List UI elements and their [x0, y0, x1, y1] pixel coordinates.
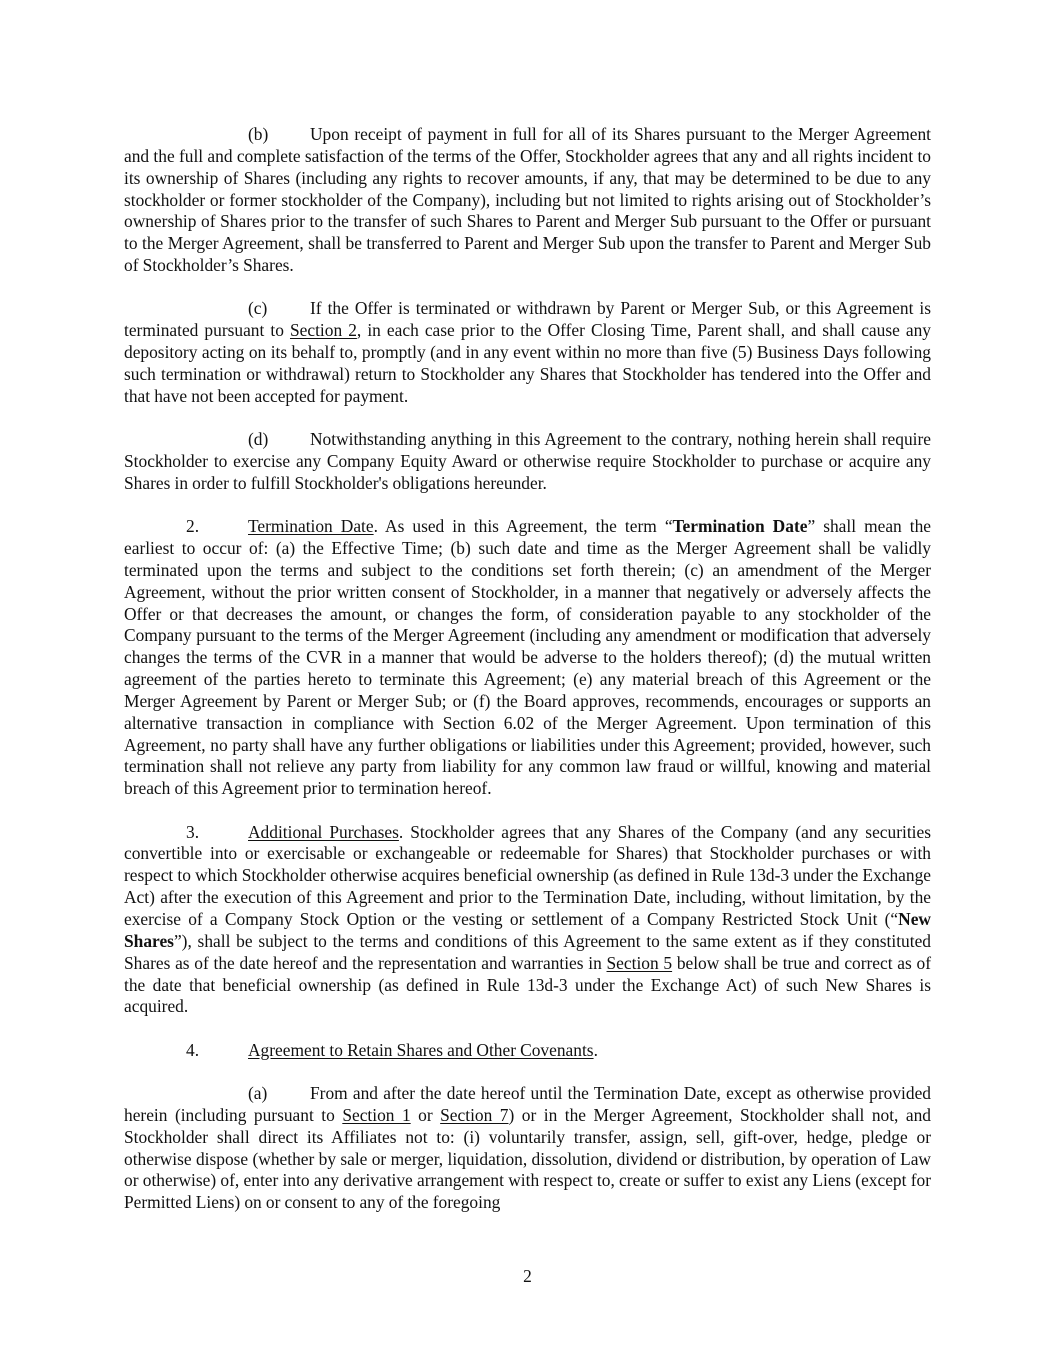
- paragraph-text: ” shall mean the earliest to occur of: (a) the Effective Time; (b) such date and time as the Merger Agreement shall be validly terminated upon the terms and subject to the conditions set forth therein; (c) an amendment of the Merger Agreement, without the prior written consent of Stockholder, in a manner that negatively or adversely affects the Offer or that decreases the amount, or changes the form, of consideration payable to any stockholder of the Company pursuant to the terms of the Merger Agreement (including any amendment or modification that adversely changes the terms of the CVR in a manner that would be adverse to the holders thereof); (d) the mutual written agreement of the parties hereto to terminate this Agreement; (e) any material breach of this Agreement or the Merger Agreement by Parent or Merger Sub; or (f) the Board approves, recommends, encourages or supports an alternative transaction in compliance with Section 6.02 of the Merger Agreement. Upon termination of this Agreement, no party shall have any further obligations or liabilities under this Agreement; provided, however, such termination shall not relieve any party from liability for any common law fraud or willful, knowing and material breach of this Agreement prior to termination hereof.: [124, 516, 931, 799]
- paragraph-label: (b): [248, 124, 269, 144]
- paragraph-1b: [124, 124, 931, 277]
- paragraph-text: Notwithstanding anything in this Agreement to the contrary, nothing herein shall require Stockholder to exercise any Company Equity Award or otherwise require Stockholder to purchase or acquire any Shares in order to fulfill Stockholder's obligations hereunder.: [124, 429, 931, 493]
- paragraph-text: ”), shall be subject to the terms and conditions of this Agreement to the same extent as if they constituted Shares as of the date hereof and the representation and warranties in: [124, 930, 931, 973]
- defined-term: Termination Date: [672, 516, 808, 537]
- paragraph-label: (d): [248, 429, 269, 450]
- paragraph-text: If the Offer is terminated or withdrawn by Parent or Merger Sub, or this Agreement is terminated pursuant to: [124, 298, 931, 341]
- section-heading: Agreement to Retain Shares and Other Covenants: [248, 1039, 594, 1060]
- section-1-reference: Section 1: [342, 1104, 411, 1125]
- section-2-termination-date: [124, 516, 931, 800]
- section-number: 2.: [186, 516, 200, 537]
- paragraph-text: or: [410, 1104, 441, 1125]
- section-number: 4.: [186, 1039, 200, 1060]
- section-number: 3.: [186, 821, 200, 842]
- section-5-reference: Section 5: [606, 952, 673, 973]
- paragraph-text: ) or in the Merger Agreement, Stockholder shall not, and Stockholder shall direct its Affiliates not to: (i) voluntarily transfer, assign, sell, gift-over, hedge, pledge or otherwise dispose (whether by sale or merger, liquidation, dissolution, dividend or distribution, by operation of Law or otherwise) of, enter into any derivative arrangement with respect to, create or suffer to exist any Liens (except for Permitted Liens) on or consent to any of the foregoing: [124, 1104, 932, 1213]
- section-2-reference: Section 2: [289, 320, 357, 341]
- paragraph-text: From and after the date hereof until the Termination Date, except as otherwise provided herein (including pursuant to: [124, 1083, 931, 1125]
- section-3-additional-purchases: [124, 822, 931, 1019]
- section-4-heading: [124, 1040, 931, 1062]
- paragraph-1c: [124, 298, 931, 407]
- paragraph-text: .: [593, 1039, 598, 1060]
- paragraph-text: . Stockholder agrees that any Shares of the Company (and any securities convertible into or exercisable or exchangeable or redeemable for Shares) that Stockholder purchases or with respect to which Stockholder otherwise acquires beneficial ownership (as defined in Rule 13d-3 under the Exchange Act) after the execution of this Agreement and prior to the Termination Date, including, without limitation, by the exercise of a Company Stock Option or the vesting or settlement of a Company Restricted Stock Unit (“: [124, 821, 931, 929]
- section-7-reference: Section 7: [440, 1104, 509, 1125]
- paragraph-text: Upon receipt of payment in full for all of its Shares pursuant to the Merger Agreement and the full and complete satisfaction of the terms of the Offer, Stockholder agrees that any and all rights incident to its ownership of Shares (including any rights to recover amounts, if any, that may be determined to be due to any stockholder or former stockholder of the Company), including but not limited to rights arising out of Stockholder’s ownership of Shares prior to the transfer of such Shares to Parent and Merger Sub pursuant to the Offer or pursuant to the Merger Agreement, shall be transferred to Parent and Merger Sub upon the transfer to Parent and Merger Sub of Stockholder’s Shares.: [124, 124, 931, 276]
- section-heading: Termination Date: [248, 516, 374, 537]
- paragraph-label: (c): [248, 298, 268, 319]
- section-heading: Additional Purchases: [248, 821, 399, 842]
- paragraph-text: below shall be true and correct as of the date that beneficial ownership (as defined in Rule 13d-3 under the Exchange Act) of such New Shares is acquired.: [124, 952, 931, 1017]
- paragraph-1d: [124, 429, 931, 495]
- document-page: [124, 124, 931, 1236]
- paragraph-text: , in each case prior to the Offer Closing Time, Parent shall, and shall cause any depository acting on its behalf to, promptly (and in any event within no more than five (5) Business Days following such termination or withdrawal) return to Stockholder any Shares that Stockholder has tendered into the Offer and that have not been accepted for payment.: [124, 320, 931, 406]
- paragraph-label: (a): [248, 1083, 268, 1104]
- paragraph-4a: [124, 1083, 931, 1214]
- page-number: 2: [523, 1266, 532, 1286]
- defined-term: New Shares: [124, 909, 931, 951]
- paragraph-text: . As used in this Agreement, the term “: [373, 516, 673, 537]
